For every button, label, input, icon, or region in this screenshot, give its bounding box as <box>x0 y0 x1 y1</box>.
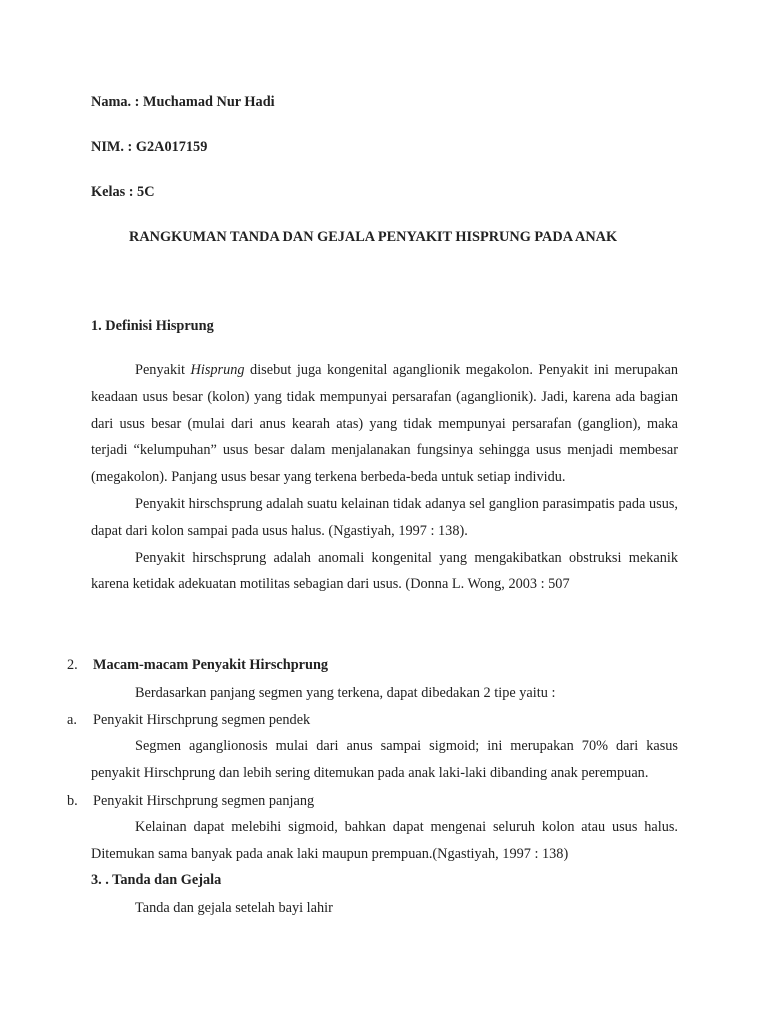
list-item-a-body <box>91 733 678 787</box>
section-2-heading: Macam-macam Penyakit Hirschprung <box>93 657 329 673</box>
section-1-paragraph-1 <box>91 357 678 491</box>
section-3-heading: 3. . Tanda dan Gejala <box>91 872 222 888</box>
list-item-b-body <box>91 814 678 868</box>
list-item-b-title: Penyakit Hirschprung segmen panjang <box>93 793 315 809</box>
list-marker-a: a. <box>67 712 77 728</box>
italic-term: Hisprung <box>190 362 245 378</box>
section-3-intro: Tanda dan gejala setelah bayi lahir <box>135 900 333 916</box>
paragraph-text: Penyakit <box>135 362 191 378</box>
list-item-a-title: Penyakit Hirschprung segmen pendek <box>93 712 311 728</box>
paragraph-text: disebut juga kongenital aganglionik megakolon. Penyakit ini merupakan keadaan usus besar (kolon) yang tidak mempunyai persarafan (aganglionik). Jadi, karena ada bagian dari usus besar (mulai dari anus kearah atas) yang tidak mempunyai persarafan (ganglion), maka terjadi “kelumpuhan” usus besar dalam menjalanakan fungsinya sehingga usus menjadi membesar (megakolon). Panjang usus besar yang terkena berbeda-beda untuk setiap individu. <box>91 362 679 486</box>
student-nim: NIM. : G2A017159 <box>91 139 208 155</box>
section-1-paragraph-3: Penyakit hirschsprung adalah anomali kongenital yang mengakibatkan obstruksi mekanik karena ketidak adekuatan motilitas sebagian dari usus. (Donna L. Wong, 2003 : 507 <box>91 549 678 593</box>
section-2-intro: Berdasarkan panjang segmen yang terkena, dapat dibedakan 2 tipe yaitu : <box>135 685 556 701</box>
student-name: Nama. : Muchamad Nur Hadi <box>91 94 275 110</box>
student-class: Kelas : 5C <box>91 184 155 200</box>
section-1-body <box>91 357 678 598</box>
list-marker-b: b. <box>67 793 78 809</box>
section-2-number: 2. <box>67 657 78 673</box>
list-item-a-text: Segmen aganglionosis mulai dari anus sampai sigmoid; ini merupakan 70% dari kasus penyakit Hirschprung dan lebih sering ditemukan pada anak laki-laki dibanding anak perempuan. <box>91 738 678 781</box>
document-title: RANGKUMAN TANDA DAN GEJALA PENYAKIT HISPRUNG PADA ANAK <box>129 229 618 245</box>
list-item-b-text: Kelainan dapat melebihi sigmoid, bahkan dapat mengenai seluruh kolon atau usus halus. Ditemukan sama banyak pada anak laki maupun prempuan.(Ngastiyah, 1997 : 138) <box>91 819 678 862</box>
section-1-paragraph-2: Penyakit hirschsprung adalah suatu kelainan tidak adanya sel ganglion parasimpatis pada usus, dapat dari kolon sampai pada usus halus. (Ngastiyah, 1997 : 138). <box>91 495 678 539</box>
section-1-heading: 1. Definisi Hisprung <box>91 318 214 334</box>
